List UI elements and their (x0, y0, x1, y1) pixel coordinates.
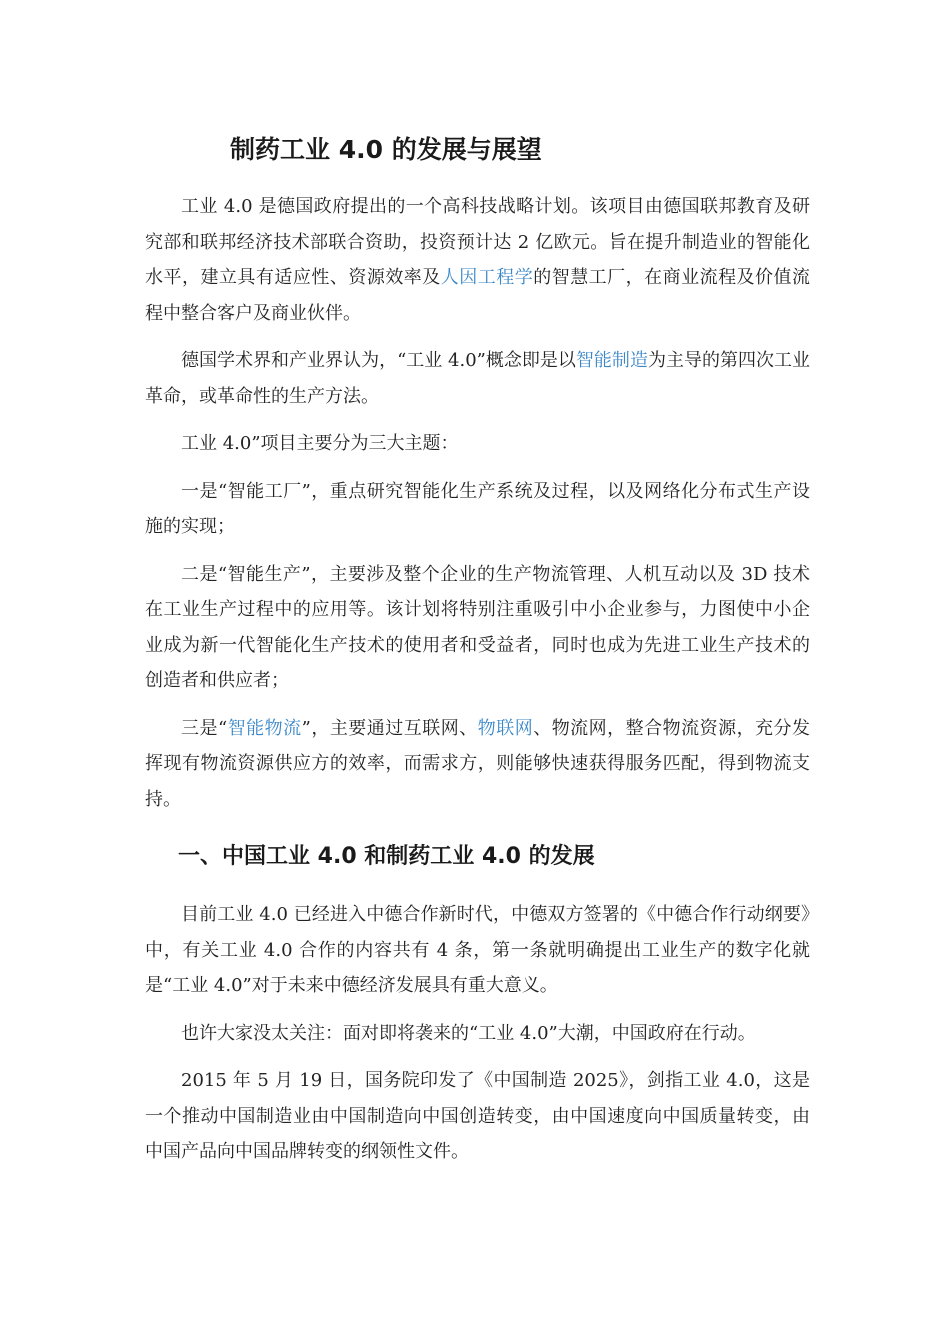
intro-paragraph-6: 三是“智能物流”，主要通过互联网、物联网、物流网，整合物流资源，充分发挥现有物流资源供应方的效率，而需求方，则能够快速获得服务匹配，得到物流支持。 (145, 717, 811, 810)
section-1-paragraph-2: 也许大家没太关注：面对即将袭来的“工业 4.0”大潮，中国政府在行动。 (181, 1022, 756, 1044)
section-1-paragraph-1: 目前工业 4.0 已经进入中德合作新时代，中德双方签署的《中德合作行动纲要》中，有关工业 4.0 合作的内容共有 4 条，第一条就明确提出工业生产的数字化就是“工业 4.0”对于未来中德经济发展具有重大意义。 (145, 904, 810, 996)
link-smart-logistics[interactable]: 智能物流 (227, 717, 302, 739)
intro-paragraph-1: 工业 4.0 是德国政府提出的一个高科技战略计划。该项目由德国联邦教育及研究部和联邦经济技术部联合资助，投资预计达 2 亿欧元。旨在提升制造业的智能化水平，建立具有适应性、资源效率及人因工程学的智慧工厂，在商业流程及价值流程中整合客户及商业伙伴。 (145, 196, 811, 324)
intro-section (145, 189, 810, 829)
document-title: 制药工业 4.0 的发展与展望 (230, 135, 542, 164)
intro-paragraph-4: 一是“智能工厂”，重点研究智能化生产系统及过程，以及网络化分布式生产设施的实现； (145, 480, 810, 537)
section-1-body (145, 897, 810, 1182)
link-human-factors[interactable]: 人因工程学 (440, 267, 534, 288)
link-internet-of-things[interactable]: 物联网 (477, 717, 534, 739)
intro-paragraph-5: 二是“智能生产”，主要涉及整个企业的生产物流管理、人机互动以及 3D 技术在工业生产过程中的应用等。该计划将特别注重吸引中小企业参与，力图使中小企业成为新一代智能化生产技术的使用者和受益者，同时也成为先进工业生产技术的创造者和供应者； (145, 563, 810, 691)
section-1-paragraph-3: 2015 年 5 月 19 日，国务院印发了《中国制造 2025》，剑指工业 4.0，这是一个推动中国制造业由中国制造向中国创造转变，由中国速度向中国质量转变，由中国产品向中国品牌转变的纲领性文件。 (145, 1070, 810, 1162)
intro-paragraph-3: 工业 4.0”项目主要分为三大主题： (181, 433, 459, 454)
intro-paragraph-2: 德国学术界和产业界认为，“工业 4.0”概念即是以智能制造为主导的第四次工业革命，或革命性的生产方法。 (145, 350, 811, 407)
link-smart-manufacturing[interactable]: 智能制造 (575, 350, 648, 371)
section-heading-1: 一、中国工业 4.0 和制药工业 4.0 的发展 (178, 844, 595, 869)
